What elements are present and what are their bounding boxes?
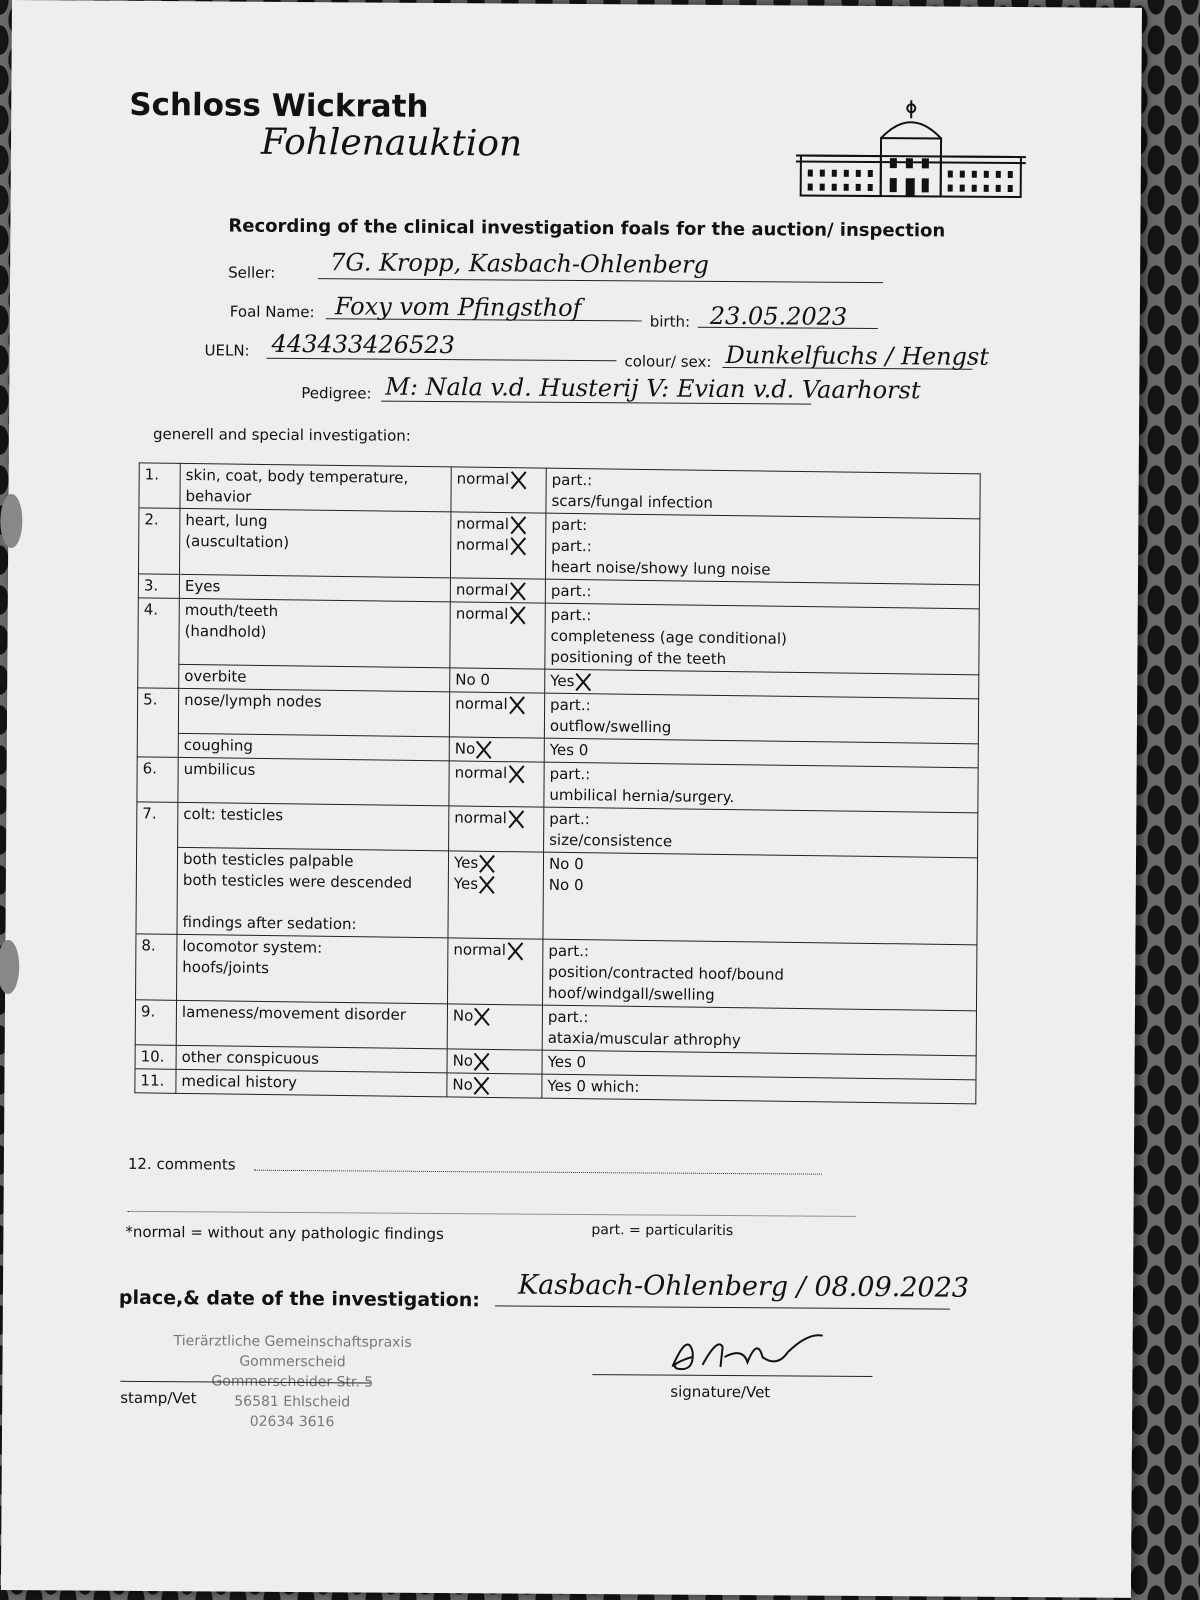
brand-title: Schloss Wickrath: [129, 86, 429, 125]
cross-mark: [475, 1009, 489, 1023]
ueln-label: UELN:: [204, 341, 250, 360]
row-detail: completeness (age conditional): [550, 626, 787, 648]
section-title: generell and special investigation:: [152, 424, 411, 445]
row-item: (handhold): [184, 621, 267, 642]
row-part: No 0: [548, 854, 584, 874]
row-part: Yes 0: [544, 738, 978, 768]
row-option: normal: [455, 604, 509, 624]
cross-mark: [576, 675, 590, 689]
row-part: part:: [551, 515, 588, 535]
row-part: part.:: [549, 809, 590, 829]
row-option: No: [454, 739, 476, 758]
cross-mark: [475, 1078, 489, 1092]
row-detail: size/consistence: [549, 830, 673, 851]
stamp-line: Tierärztliche Gemeinschaftspraxis: [173, 1333, 412, 1351]
row-option: normal: [454, 763, 508, 783]
row-part: part.:: [545, 579, 979, 609]
row-option: normal: [455, 694, 508, 714]
stamp-line: Gommerscheid: [239, 1353, 346, 1371]
row-option: normal: [455, 580, 509, 600]
row-detail: scars/fungal infection: [551, 491, 713, 512]
birth-value: 23.05.2023: [709, 301, 848, 331]
cross-mark: [510, 698, 524, 712]
row-item: overbite: [179, 664, 450, 692]
table-row: [138, 508, 979, 585]
row-part: part.:: [548, 941, 590, 961]
investigation-table: [134, 462, 980, 1104]
birth-label: birth:: [649, 312, 691, 331]
row-detail: umbilical hernia/surgery.: [549, 785, 735, 807]
row-item: (auscultation): [185, 531, 290, 552]
row-part: part.:: [550, 695, 591, 715]
cross-mark: [480, 877, 494, 891]
row-part: part.:: [551, 470, 593, 490]
row-detail: ataxia/muscular athrophy: [547, 1028, 741, 1050]
ueln-value: 443433426523: [271, 329, 455, 360]
row-option: normal: [454, 808, 507, 828]
place-date-line: [495, 1305, 950, 1309]
stamp-line: Gommerscheider Str. 5: [211, 1373, 374, 1391]
seller-line: [318, 278, 883, 283]
castle-logo: [796, 95, 1027, 207]
row-number: 1.: [139, 463, 180, 509]
seller-value: 7G. Kropp, Kasbach-Ohlenberg: [330, 248, 710, 279]
row-option: normal: [453, 940, 507, 960]
colour-sex-value: Dunkelfuchs / Hengst: [725, 340, 990, 371]
row-part: Yes: [550, 671, 575, 691]
seller-label: Seller:: [228, 263, 276, 282]
row-number: 3.: [138, 574, 179, 599]
row-option: Yes: [453, 853, 479, 872]
row-part: No 0: [548, 875, 584, 895]
row-item: umbilicus: [178, 757, 449, 806]
row-part: Yes 0 which:: [542, 1074, 976, 1104]
row-item: medical history: [176, 1069, 447, 1097]
row-item: skin, coat, body temperature, behavior: [185, 465, 409, 506]
row-number: 8.: [136, 934, 177, 1001]
brand-subtitle: Fohlenauktion: [260, 121, 523, 165]
row-part: part.:: [547, 1007, 589, 1027]
punch-hole: [0, 940, 19, 994]
table-row: [136, 847, 978, 945]
form-heading: Recording of the clinical investigation foals for the auction/ inspection: [228, 215, 946, 242]
row-item: nose/lymph nodes: [184, 690, 322, 711]
cross-mark: [510, 584, 524, 598]
row-number: 2.: [138, 508, 179, 575]
punch-hole: [0, 494, 22, 548]
stamp-line: 02634 3616: [249, 1413, 335, 1431]
row-option: normal: [456, 535, 509, 555]
row-number: 10.: [135, 1045, 176, 1070]
table-row: [138, 598, 979, 675]
cross-mark: [510, 608, 524, 622]
part-note: part. = particularitis: [591, 1222, 734, 1240]
row-number: 4.: [138, 598, 180, 689]
row-option: No: [452, 1006, 474, 1025]
form-sheet: [1, 0, 1142, 1598]
stamp-label: stamp/Vet: [120, 1388, 197, 1408]
cross-mark: [509, 767, 523, 781]
foal-name-value: Foxy vom Pfingsthof: [334, 292, 582, 322]
colour-sex-label: colour/ sex:: [624, 352, 712, 371]
row-detail: heart noise/showy lung noise: [550, 557, 771, 579]
row-option: Yes: [453, 874, 479, 893]
row-item: both testicles were descended: [182, 870, 413, 892]
cross-mark: [511, 518, 525, 532]
row-item: coughing: [178, 733, 449, 761]
row-option: No: [452, 1051, 474, 1070]
comments-label: 12. comments: [127, 1154, 236, 1174]
row-item: both testicles palpable: [182, 849, 354, 871]
cross-mark: [511, 473, 525, 487]
pedigree-value: M: Nala v.d. Husterij V: Evian v.d. Vaarhorst: [385, 372, 921, 405]
pedigree-label: Pedigree:: [301, 384, 372, 403]
comments-line-2: [128, 1211, 856, 1217]
normal-note: *normal = without any pathologic findings: [125, 1222, 444, 1244]
row-number: 6.: [137, 757, 178, 803]
row-option: No 0: [450, 668, 545, 693]
row-option: No: [452, 1075, 473, 1094]
row-detail: positioning of the teeth: [550, 647, 727, 669]
row-item: Eyes: [179, 574, 450, 602]
row-part: part.:: [550, 605, 592, 625]
row-item: locomotor system:: [182, 936, 323, 957]
row-option: normal: [456, 469, 510, 489]
comments-line: [254, 1170, 822, 1175]
cross-mark: [508, 944, 522, 958]
row-item: findings after sedation:: [182, 912, 357, 934]
row-detail: hoof/windgall/swelling: [548, 983, 715, 1004]
row-part: part.:: [549, 764, 591, 784]
row-option: normal: [456, 514, 509, 534]
cross-mark: [477, 742, 491, 756]
row-item: heart, lung: [185, 510, 268, 531]
place-date-label: place,& date of the investigation:: [118, 1286, 480, 1312]
cross-mark: [511, 539, 525, 553]
row-item: hoofs/joints: [182, 957, 270, 978]
row-part: part.:: [551, 536, 592, 556]
row-number: 11.: [135, 1069, 176, 1094]
row-part: Yes 0: [542, 1050, 976, 1080]
table-row: [136, 934, 977, 1011]
row-number: 9.: [135, 1000, 176, 1046]
place-date-value: Kasbach-Ohlenberg / 08.09.2023: [517, 1269, 970, 1304]
foal-name-label: Foal Name:: [229, 302, 315, 322]
row-detail: position/contracted hoof/bound: [548, 962, 784, 984]
row-item: mouth/teeth: [184, 600, 279, 621]
row-item: other conspicuous: [176, 1045, 447, 1073]
stamp-line: 56581 Ehlscheid: [234, 1393, 351, 1411]
row-detail: outflow/swelling: [549, 716, 672, 737]
cross-mark: [480, 856, 494, 870]
signature-label: signature/Vet: [670, 1382, 771, 1402]
cross-mark: [509, 812, 523, 826]
row-item: lameness/movement disorder: [176, 1000, 447, 1049]
row-item: colt: testicles: [178, 802, 449, 851]
row-number: 5.: [137, 688, 178, 758]
row-number: 7.: [136, 802, 178, 935]
cross-mark: [475, 1054, 489, 1068]
